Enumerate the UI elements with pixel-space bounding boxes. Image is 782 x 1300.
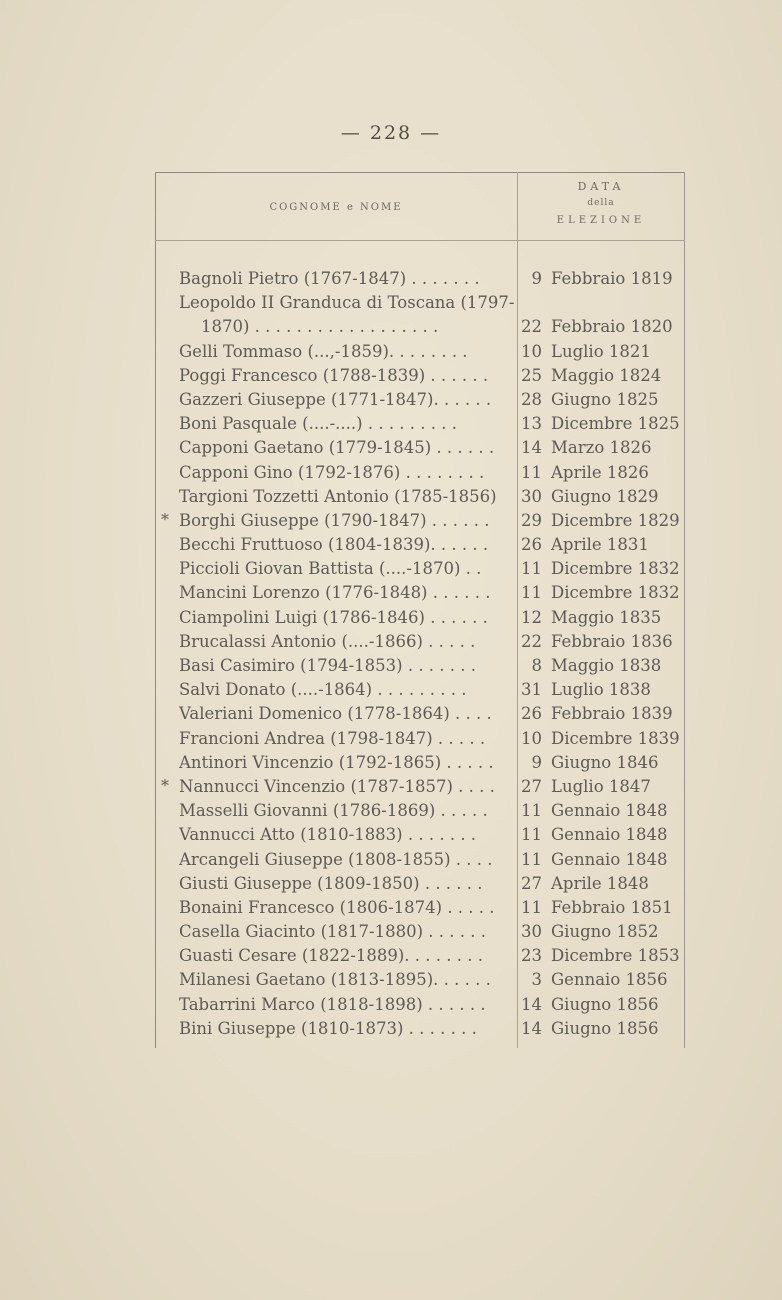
table-row [155, 920, 685, 944]
member-name-line1: Capponi Gaetano (1779-1845) . . . . . . [179, 438, 495, 458]
member-name-line1: Capponi Gino (1792-1876) . . . . . . . . [179, 462, 485, 482]
table-row [155, 823, 685, 847]
date-header-line1: DATA [577, 180, 625, 193]
table-row [155, 291, 685, 339]
table-top-rule [155, 172, 685, 173]
election-month-year: Gennaio 1848 [551, 825, 668, 845]
member-name [179, 533, 514, 557]
election-month-year: Gennaio 1848 [551, 849, 668, 869]
member-name-line1: Nannucci Vincenzio (1787-1857) . . . . [179, 776, 495, 796]
election-month-year: Gennaio 1848 [551, 801, 668, 821]
election-month-year: Maggio 1838 [551, 656, 662, 676]
table-row [155, 944, 685, 968]
election-month-year: Luglio 1847 [551, 776, 651, 796]
election-day: 10 [521, 728, 542, 748]
election-day: 26 [521, 704, 542, 724]
election-month-year: Aprile 1848 [551, 873, 649, 893]
member-name-line1: Bini Giuseppe (1810-1873) . . . . . . . [179, 1018, 477, 1038]
election-day: 22 [521, 631, 542, 651]
table-row [155, 872, 685, 896]
member-name-line1: Bonaini Francesco (1806-1874) . . . . . [179, 897, 495, 917]
member-name-line1: Borghi Giuseppe (1790-1847) . . . . . . [179, 510, 490, 530]
page-number: — 228 — [340, 122, 442, 144]
election-day: 11 [521, 559, 542, 579]
member-name [179, 267, 514, 291]
table-row [155, 436, 685, 460]
election-day: 13 [521, 414, 542, 434]
member-name-line1: Salvi Donato (....-1864) . . . . . . . . . [179, 680, 467, 700]
table-row [155, 630, 685, 654]
table-row [155, 896, 685, 920]
table-row [155, 581, 685, 605]
election-day: 11 [521, 849, 542, 869]
election-month-year: Dicembre 1825 [551, 414, 680, 434]
member-name-line1: Giusti Giuseppe (1809-1850) . . . . . . [179, 873, 483, 893]
election-month-year: Febbraio 1851 [551, 897, 673, 917]
member-name-line1: Becchi Fruttuoso (1804-1839). . . . . . [179, 535, 489, 555]
member-name [179, 630, 514, 654]
member-name [179, 896, 514, 920]
table-row [155, 533, 685, 557]
member-name [179, 727, 514, 751]
member-name-line1: Milanesi Gaetano (1813-1895). . . . . . [179, 970, 491, 990]
election-month-year: Maggio 1824 [551, 365, 662, 385]
member-name [179, 944, 514, 968]
date-header-line2: della [587, 198, 615, 208]
table-row [155, 1017, 685, 1041]
member-name [179, 702, 514, 726]
member-name-line1: Bagnoli Pietro (1767-1847) . . . . . . . [179, 269, 480, 288]
election-month-year: Dicembre 1853 [551, 946, 680, 966]
election-day: 28 [521, 389, 542, 409]
election-month-year: Febbraio 1820 [551, 317, 673, 337]
election-month-year: Febbraio 1819 [551, 269, 673, 288]
members-table [155, 168, 685, 1048]
election-day: 26 [521, 535, 542, 555]
member-name-line1: Basi Casimiro (1794-1853) . . . . . . . [179, 656, 477, 676]
election-day: 27 [521, 776, 542, 796]
election-month-year: Dicembre 1829 [551, 510, 680, 530]
election-day: 11 [521, 825, 542, 845]
member-name-line1: Targioni Tozzetti Antonio (1785-1856) [179, 486, 497, 506]
table-row [155, 654, 685, 678]
election-month-year: Giugno 1829 [551, 486, 659, 506]
member-name [179, 557, 514, 581]
member-name-line1: Francioni Andrea (1798-1847) . . . . . [179, 728, 486, 748]
member-name-line1: Gelli Tommaso (...,-1859). . . . . . . . [179, 341, 468, 361]
election-month-year: Aprile 1831 [551, 535, 649, 555]
election-day: 11 [521, 897, 542, 917]
member-name-line1: Gazzeri Giuseppe (1771-1847). . . . . . [179, 389, 492, 409]
member-name [179, 823, 514, 847]
election-month-year: Febbraio 1839 [551, 704, 673, 724]
election-month-year: Dicembre 1832 [551, 583, 680, 603]
election-month-year: Luglio 1838 [551, 680, 651, 700]
election-day: 27 [521, 873, 542, 893]
election-month-year: Aprile 1826 [551, 462, 649, 482]
election-day: 14 [521, 438, 542, 458]
table-row [155, 799, 685, 823]
member-name [179, 848, 514, 872]
deceased-marker: * [161, 775, 169, 795]
member-name [179, 872, 514, 896]
election-month-year: Luglio 1821 [551, 341, 651, 361]
election-day: 29 [521, 510, 542, 530]
member-name [179, 606, 514, 630]
election-day: 23 [521, 946, 542, 966]
table-row [155, 848, 685, 872]
election-month-year: Giugno 1852 [551, 922, 659, 942]
member-name-line1: Ciampolini Luigi (1786-1846) . . . . . . [179, 607, 488, 627]
column-header-name: COGNOME e NOME [269, 202, 403, 213]
table-row [155, 727, 685, 751]
member-name-line1: Casella Giacinto (1817-1880) . . . . . . [179, 922, 486, 942]
member-name [179, 509, 514, 533]
election-day: 3 [531, 970, 542, 990]
table-row [155, 557, 685, 581]
election-month-year: Giugno 1856 [551, 1018, 659, 1038]
election-day: 30 [521, 486, 542, 506]
election-month-year: Gennaio 1856 [551, 970, 668, 990]
election-month-year: Giugno 1846 [551, 752, 659, 772]
election-day: 25 [521, 365, 542, 385]
election-day: 11 [521, 801, 542, 821]
member-name-line1: Poggi Francesco (1788-1839) . . . . . . [179, 365, 489, 385]
election-day: 10 [521, 341, 542, 361]
header-rule [155, 240, 685, 241]
member-name-line1: Antinori Vincenzio (1792-1865) . . . . . [179, 752, 494, 772]
member-name [179, 412, 514, 436]
election-day: 8 [531, 656, 542, 676]
table-row [155, 751, 685, 775]
table-row [155, 993, 685, 1017]
deceased-marker: * [161, 509, 169, 529]
table-row [155, 968, 685, 992]
member-name [179, 436, 514, 460]
election-month-year: Febbraio 1836 [551, 631, 673, 651]
member-name [179, 993, 514, 1017]
member-name-line1: Arcangeli Giuseppe (1808-1855) . . . . [179, 849, 493, 869]
member-name [179, 388, 514, 412]
election-day: 31 [521, 680, 542, 700]
member-name [179, 485, 514, 509]
table-row [155, 509, 685, 533]
member-name [179, 678, 514, 702]
member-name-line1: Piccioli Giovan Battista (....-1870) . . [179, 559, 482, 579]
election-month-year: Dicembre 1839 [551, 728, 680, 748]
member-name [179, 291, 514, 339]
election-day: 14 [521, 1018, 542, 1038]
member-name [179, 340, 514, 364]
member-name [179, 654, 514, 678]
member-name-line1: Tabarrini Marco (1818-1898) . . . . . . [179, 994, 486, 1014]
member-name-line2: 1870) . . . . . . . . . . . . . . . . . . [201, 317, 439, 337]
table-row [155, 267, 685, 291]
member-name-line1: Mancini Lorenzo (1776-1848) . . . . . . [179, 583, 491, 603]
table-row [155, 485, 685, 509]
member-name [179, 920, 514, 944]
table-body [155, 267, 685, 1041]
table-row [155, 606, 685, 630]
column-header-date [517, 178, 685, 229]
election-month-year: Giugno 1825 [551, 389, 659, 409]
date-header-line3: ELEZIONE [556, 215, 646, 226]
election-day: 22 [521, 317, 542, 337]
member-name-line1: Valeriani Domenico (1778-1864) . . . . [179, 704, 492, 724]
member-name [179, 751, 514, 775]
member-name [179, 775, 514, 799]
election-day: 14 [521, 994, 542, 1014]
election-day: 11 [521, 462, 542, 482]
election-month-year: Maggio 1835 [551, 607, 662, 627]
member-name-line1: Leopoldo II Granduca di Toscana (1797- [179, 293, 514, 313]
member-name [179, 968, 514, 992]
table-row [155, 388, 685, 412]
member-name [179, 1017, 514, 1041]
election-day: 9 [531, 269, 542, 288]
election-month-year: Giugno 1856 [551, 994, 659, 1014]
member-name [179, 581, 514, 605]
table-row [155, 340, 685, 364]
election-day: 9 [531, 752, 542, 772]
election-day: 30 [521, 922, 542, 942]
member-name-line1: Vannucci Atto (1810-1883) . . . . . . . [179, 825, 477, 845]
election-day: 11 [521, 583, 542, 603]
member-name-line1: Brucalassi Antonio (....-1866) . . . . . [179, 631, 476, 651]
member-name-line1: Masselli Giovanni (1786-1869) . . . . . [179, 801, 488, 821]
member-name-line1: Guasti Cesare (1822-1889). . . . . . . . [179, 946, 483, 966]
member-name [179, 461, 514, 485]
table-row [155, 775, 685, 799]
member-name [179, 364, 514, 388]
election-month-year: Dicembre 1832 [551, 559, 680, 579]
election-day: 12 [521, 607, 542, 627]
table-row [155, 412, 685, 436]
member-name-line1: Boni Pasquale (....-....) . . . . . . . . . [179, 414, 458, 434]
table-row [155, 364, 685, 388]
election-month-year: Marzo 1826 [551, 438, 652, 458]
table-row [155, 678, 685, 702]
table-row [155, 461, 685, 485]
table-row [155, 702, 685, 726]
member-name [179, 799, 514, 823]
